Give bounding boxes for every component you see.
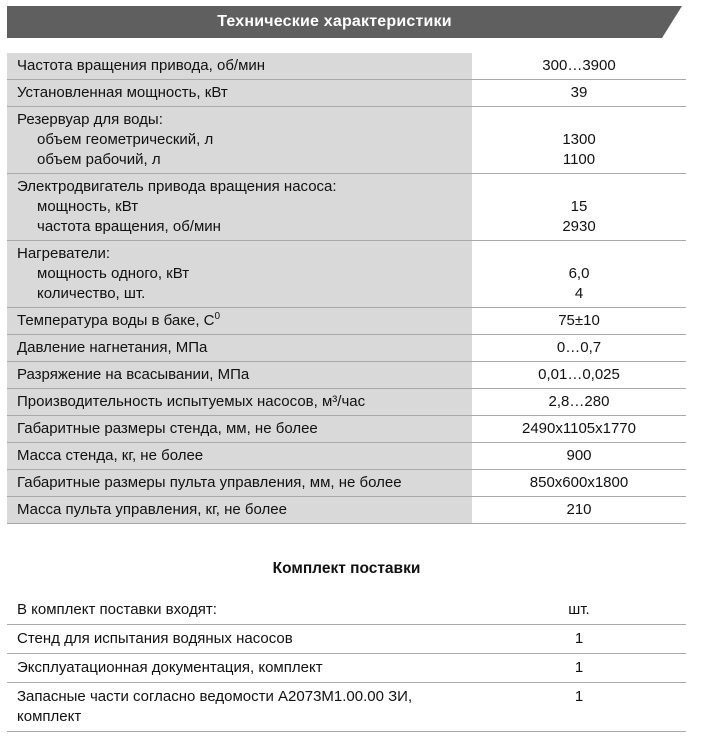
- kit-item-label-line: Запасные части согласно ведомости А2073М1.00.00 ЗИ,: [17, 688, 413, 705]
- table-row: [7, 416, 686, 443]
- kit-item-label: Стенд для испытания водяных насосов: [7, 625, 472, 654]
- spec-sub-label: объем рабочий, л: [37, 151, 161, 168]
- kit-table: [7, 596, 686, 732]
- spec-label: Габаритные размеры пульта управления, мм, не более: [7, 470, 472, 497]
- table-row: [7, 308, 686, 335]
- kit-item-label: Эксплуатационная документация, комплект: [7, 654, 472, 683]
- spec-group-title: Электродвигатель привода вращения насоса:: [17, 178, 337, 195]
- spec-label: Частота вращения привода, об/мин: [7, 53, 472, 80]
- spec-label: Установленная мощность, кВт: [7, 80, 472, 107]
- table-row: [7, 683, 686, 732]
- spec-group-title: Нагреватели:: [17, 245, 110, 262]
- spec-value: 1300: [562, 131, 596, 148]
- spec-label: Масса стенда, кг, не более: [7, 443, 472, 470]
- table-row: [7, 654, 686, 683]
- spec-group-values: [472, 107, 686, 174]
- table-row: [7, 497, 686, 524]
- spec-sub-label: количество, шт.: [37, 285, 146, 302]
- spec-group-label: [7, 107, 472, 174]
- spec-group-values: [472, 174, 686, 241]
- spec-value: 1100: [562, 151, 596, 168]
- spec-group-title: Резервуар для воды:: [17, 111, 163, 128]
- spec-label-text: Температура воды в баке, С: [17, 312, 215, 329]
- spec-value: 75±10: [472, 308, 686, 335]
- section-banner: [7, 6, 682, 38]
- table-row: [7, 362, 686, 389]
- spec-sub-label: мощность, кВт: [37, 198, 139, 215]
- kit-item-label-line: комплект: [17, 708, 82, 725]
- spec-value: 0,01…0,025: [472, 362, 686, 389]
- spec-sub-label: мощность одного, кВт: [37, 265, 190, 282]
- kit-item-qty: 1: [472, 625, 686, 654]
- kit-item-qty: 1: [472, 683, 686, 732]
- superscript: 0: [214, 311, 221, 322]
- table-row: [7, 335, 686, 362]
- spec-value: 300…3900: [472, 53, 686, 80]
- spec-label: Габаритные размеры стенда, мм, не более: [7, 416, 472, 443]
- spec-value: 4: [574, 285, 584, 302]
- table-row: [7, 174, 686, 241]
- spec-label: Разряжение на всасывании, МПа: [7, 362, 472, 389]
- kit-header-row: [7, 596, 686, 625]
- spec-value: 850х600х1800: [472, 470, 686, 497]
- kit-section-title: Комплект поставки: [272, 560, 421, 577]
- specs-table: [7, 53, 686, 524]
- spec-value: 2,8…280: [472, 389, 686, 416]
- page-title: Технические характеристики: [217, 13, 452, 30]
- spec-value: 6,0: [568, 265, 590, 282]
- spec-label: Производительность испытуемых насосов, м³/час: [7, 389, 472, 416]
- table-row: [7, 53, 686, 80]
- spec-label: [7, 308, 472, 335]
- table-row: [7, 625, 686, 654]
- spec-label: Давление нагнетания, МПа: [7, 335, 472, 362]
- spec-value: 900: [472, 443, 686, 470]
- kit-header-unit: шт.: [472, 596, 686, 625]
- spec-sub-label: объем геометрический, л: [37, 131, 214, 148]
- kit-header-label: В комплект поставки входят:: [7, 596, 472, 625]
- spec-group-label: [7, 241, 472, 308]
- spec-value: 0…0,7: [472, 335, 686, 362]
- spec-value: 2930: [562, 218, 596, 235]
- spec-value: 2490х1105х1770: [472, 416, 686, 443]
- spec-sub-label: частота вращения, об/мин: [37, 218, 221, 235]
- table-row: [7, 80, 686, 107]
- kit-item-qty: 1: [472, 654, 686, 683]
- spec-value: 210: [472, 497, 686, 524]
- kit-item-label: [7, 683, 472, 732]
- table-row: [7, 389, 686, 416]
- table-row: [7, 470, 686, 497]
- spec-group-label: [7, 174, 472, 241]
- table-row: [7, 443, 686, 470]
- table-row: [7, 107, 686, 174]
- table-row: [7, 241, 686, 308]
- spec-label: Масса пульта управления, кг, не более: [7, 497, 472, 524]
- spec-value: 39: [472, 80, 686, 107]
- spec-group-values: [472, 241, 686, 308]
- spec-value: 15: [570, 198, 588, 215]
